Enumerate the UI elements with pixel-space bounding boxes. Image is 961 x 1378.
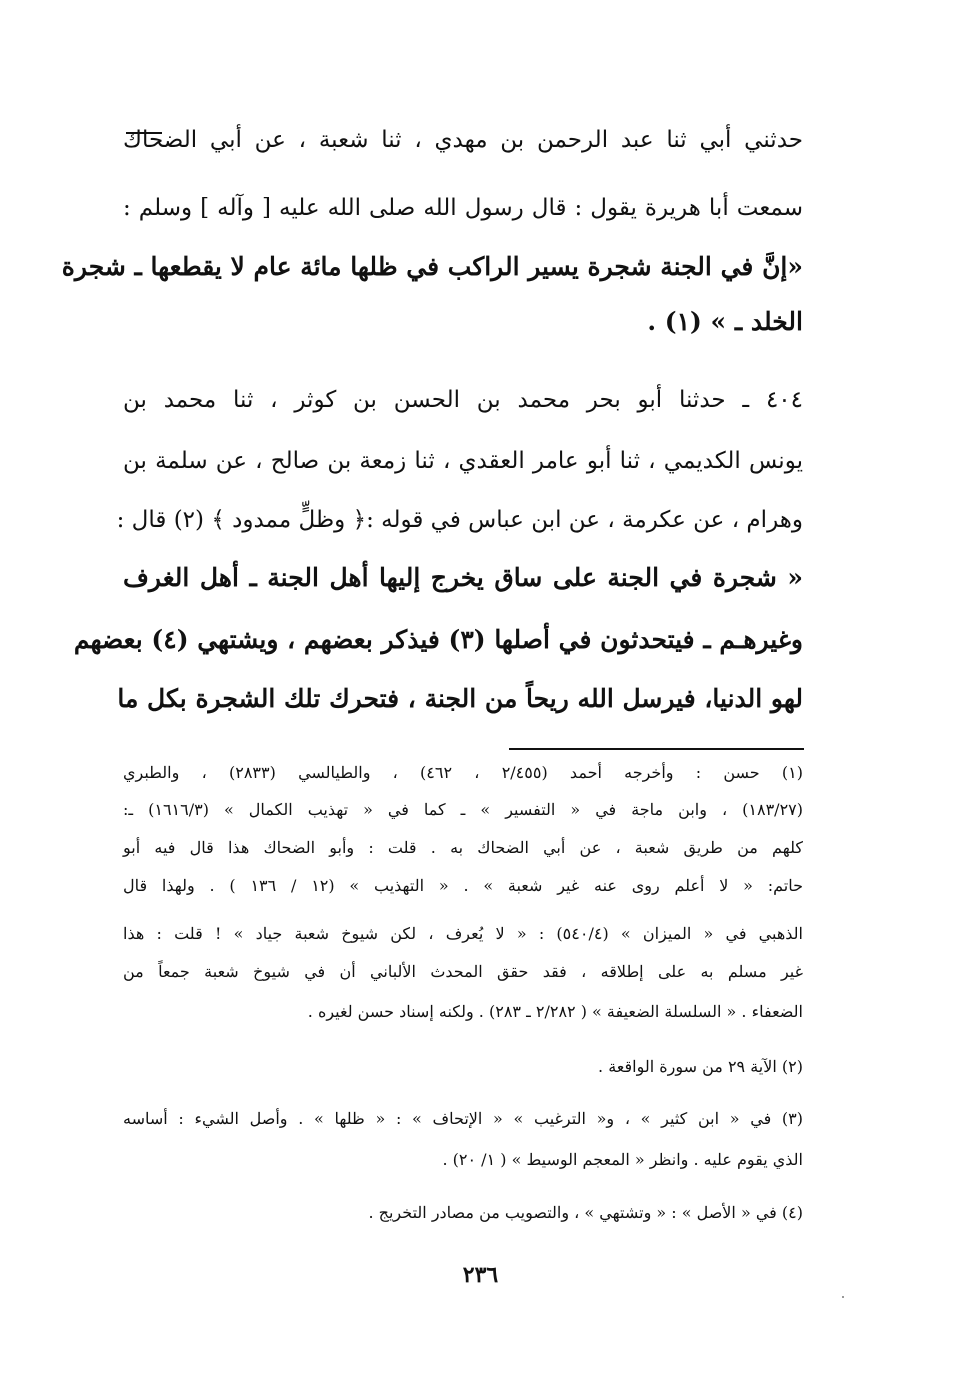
- footnote-2: (٢) الآية ٢٩ من سورة الواقعة .: [598, 1057, 803, 1076]
- footnote-1-line-5: الذهبي في « الميزان » (٥٤٠/٤) : « لا يُعرف ، لكن شيوخ شعبة جياد » ! قلت : هذا: [123, 924, 804, 943]
- footnote-1-line-3: كلهم من طريق شعبة ، عن أبي الضحاك به . قلت : وأبو الضحاك هذا قال فيه أبو: [123, 838, 803, 857]
- main-line-1: حدثني أبي ثنا عبد الرحمن بن مهدي ، ثنا شعبة ، عن أبي الضحاك: [123, 127, 803, 153]
- main-line-2: سمعت أبا هريرة يقول : قال رسول الله صلى الله عليه [ وآله ] وسلم :: [123, 195, 803, 221]
- footnote-1-line-2: (١٨٣/٢٧) ، وابن ماجة في « التفسير » ـ كما في « تهذيب الكمال » (١٦١٦/٣) ـ:: [123, 800, 803, 819]
- footnote-1-line-6: غير مسلم به على إطلاقه ، فقد حقق المحدث الألباني أن في شيوخ شعبة جمعاً من: [123, 962, 803, 981]
- main-line-4: الخلد ـ » (١) .: [647, 307, 803, 336]
- footnote-3-line-1: (٣) في « ابن كثير » ، و« الترغيب » « الإتحاف » : « ظلها » . وأصل الشيء : أساسه: [123, 1109, 804, 1128]
- scan-speck: [842, 1296, 844, 1298]
- main-line-5: ٤٠٤ ـ حدثنا أبو بحر محمد بن الحسن بن كوثر ، ثنا محمد بن: [123, 387, 803, 413]
- main-line-10: لهو الدنيا، فيرسل الله ريحاً من الجنة ، فتحرك تلك الشجرة بكل ما: [117, 684, 803, 713]
- main-line-7: وهرام ، عن عكرمة ، عن ابن عباس في قوله :﴿ وظلٍّ ممدود ﴾ (٢) قال :: [116, 507, 803, 533]
- main-line-6: يونس الكديمي ، ثنا أبو عامر العقدي ، ثنا زمعة بن صالح ، عن سلمة بن: [123, 448, 803, 474]
- page-number: ٢٣٦: [462, 1262, 499, 1288]
- main-line-8: « شجرة في الجنة على ساق يخرج إليها أهل الجنة ـ أهل الغرف: [123, 563, 803, 592]
- footnote-1-line-7: الضعفاء . « السلسلة الضعيفة » ( ٢/٢٨٢ ـ ٢٨٣) . ولكنه إسناد حسن لغيره .: [307, 1002, 803, 1021]
- footnote-4: (٤) في « الأصل » : « وتشتهي » ، والتصويب من مصادر التخريج .: [368, 1203, 803, 1222]
- footnote-separator: [509, 748, 804, 750]
- footnote-3-line-2: الذي يقوم عليه . وانظر « المعجم الوسيط » ( ١/ ٢٠) .: [442, 1150, 803, 1169]
- footnote-1-line-4: حاتم: « لا أعلم روى عنه غير شعبة » . « التهذيب » (١٢ / ١٣٦ ) . ولهذا قال: [123, 876, 804, 895]
- footnote-1-line-1: (١) حسن : وأخرجه أحمد (٢/٤٥٥ ، ٤٦٢) ، والطيالسي (٢٨٣٣) ، والطبري: [123, 763, 803, 782]
- main-line-9: وغيرهـم ـ فيتحدثون في أصلها (٣) فيذكر بعضهم ، ويشتهي (٤) بعضهم: [73, 625, 803, 654]
- main-line-3: «إنَّ في الجنة شجرة يسير الراكب في ظلها مائة عام لا يقطعها ـ شجرة: [61, 252, 803, 281]
